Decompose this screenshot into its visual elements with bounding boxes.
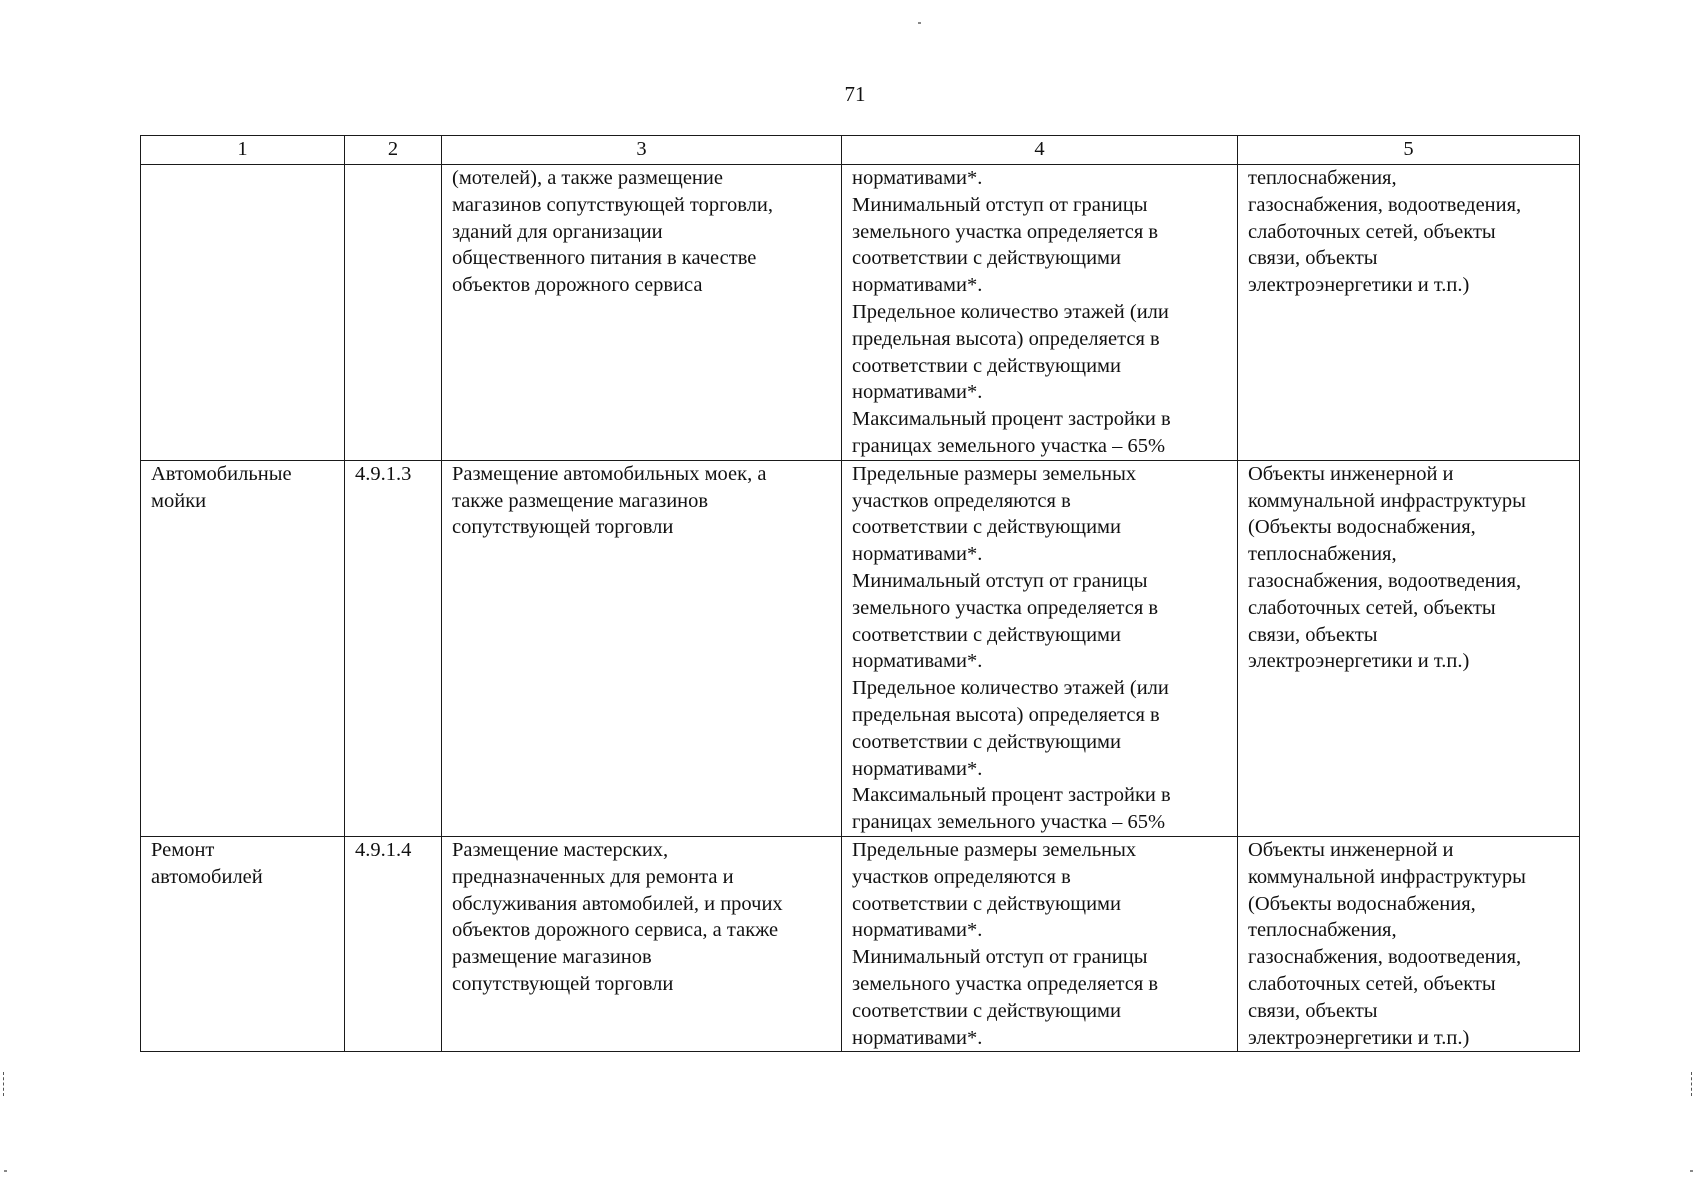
cell-text-line: газоснабжения, водоотведения, [1248, 569, 1522, 592]
cell-text-line: слаботочных сетей, объекты [1248, 220, 1496, 243]
table-body [141, 165, 1580, 1052]
cell-text-line: соответствии с действующими [852, 354, 1121, 377]
cell-text-line: электроэнергетики и т.п.) [1248, 274, 1470, 297]
cell-text-line: нормативами*. [852, 381, 983, 404]
cell-text-line: нормативами*. [852, 650, 983, 673]
cell-text-line: Предельное количество этажей (или [852, 677, 1169, 700]
cell-text-line: объектов дорожного сервиса [452, 274, 703, 297]
cell-text-line: общественного питания в качестве [452, 247, 757, 270]
cell-description [442, 165, 842, 461]
cell-text-line: сопутствующей торговли [452, 516, 674, 539]
page-number: 71 [844, 82, 866, 106]
cell-text-line: мойки [151, 489, 207, 512]
cell-text-line: Максимальный процент застройки в [852, 408, 1171, 431]
cell-objects [1238, 836, 1580, 1051]
cell-text-line: нормативами*. [852, 274, 983, 297]
cell-parameters [842, 165, 1238, 461]
cell-text-line: (мотелей), а также размещение [452, 167, 723, 189]
table-header-row [141, 136, 1580, 165]
cell-code [345, 460, 442, 836]
cell-text-line: газоснабжения, водоотведения, [1248, 946, 1522, 969]
cell-text-line: слаботочных сетей, объекты [1248, 596, 1496, 619]
cell-text-line: Предельные размеры земельных [852, 838, 1137, 861]
cell-text-line: 4.9.1.3 [355, 462, 412, 485]
scan-dot [4, 1170, 7, 1172]
cell-text-line: теплоснабжения, [1248, 167, 1397, 189]
header-col-1: 1 [141, 136, 345, 165]
cell-text-line: нормативами*. [852, 1026, 983, 1049]
cell-text-line: теплоснабжения, [1248, 543, 1397, 566]
cell-description [442, 836, 842, 1051]
cell-parameters [842, 460, 1238, 836]
cell-text-line: обслуживания автомобилей, и прочих [452, 892, 783, 915]
cell-text-line: связи, объекты [1248, 623, 1378, 646]
cell-text-line: нормативами*. [852, 757, 983, 780]
header-col-3: 3 [442, 136, 842, 165]
cell-text-line: коммунальной инфраструктуры [1248, 489, 1526, 512]
cell-text-line: Минимальный отступ от границы [852, 193, 1148, 216]
cell-text-line: участков определяются в [852, 489, 1071, 512]
table-row [141, 165, 1580, 461]
cell-text-line: Предельные размеры земельных [852, 462, 1137, 485]
header-col-5: 5 [1238, 136, 1580, 165]
cell-text-line: предназначенных для ремонта и [452, 865, 734, 888]
cell-text-line: земельного участка определяется в [852, 596, 1159, 619]
cell-text-line: нормативами*. [852, 167, 983, 189]
cell-text-line: соответствии с действующими [852, 892, 1121, 915]
cell-description [442, 460, 842, 836]
cell-text-line: соответствии с действующими [852, 516, 1121, 539]
cell-text-line: Максимальный процент застройки в [852, 784, 1171, 807]
cell-text-line: зданий для организации [452, 220, 663, 243]
cell-text-line: связи, объекты [1248, 999, 1378, 1022]
cell-text-line: автомобилей [151, 865, 263, 888]
cell-text-line: Объекты инженерной и [1248, 462, 1454, 485]
cell-text-line: электроэнергетики и т.п.) [1248, 1026, 1470, 1049]
cell-text-line: земельного участка определяется в [852, 972, 1159, 995]
cell-text-line: магазинов сопутствующей торговли, [452, 193, 773, 216]
cell-text-line: коммунальной инфраструктуры [1248, 865, 1526, 888]
cell-text-line: участков определяются в [852, 865, 1071, 888]
header-col-4: 4 [842, 136, 1238, 165]
cell-text-line: 4.9.1.4 [355, 838, 412, 861]
cell-text-line: электроэнергетики и т.п.) [1248, 650, 1470, 673]
cell-text-line: теплоснабжения, [1248, 919, 1397, 942]
cell-text-line: размещение магазинов [452, 946, 652, 969]
cell-text-line: слаботочных сетей, объекты [1248, 972, 1496, 995]
cell-text-line: (Объекты водоснабжения, [1248, 892, 1476, 915]
cell-text-line: связи, объекты [1248, 247, 1378, 270]
cell-text-line: Размещение мастерских, [452, 838, 669, 861]
cell-text-line: предельная высота) определяется в [852, 327, 1160, 350]
cell-text-line: предельная высота) определяется в [852, 703, 1160, 726]
zoning-table [140, 135, 1580, 1052]
table-row [141, 836, 1580, 1051]
scan-dot [1690, 1170, 1693, 1172]
cell-text-line: (Объекты водоснабжения, [1248, 516, 1476, 539]
cell-text-line: соответствии с действующими [852, 999, 1121, 1022]
cell-text-line: Объекты инженерной и [1248, 838, 1454, 861]
cell-text-line: Размещение автомобильных моек, а [452, 462, 767, 485]
cell-text-line: Минимальный отступ от границы [852, 946, 1148, 969]
cell-text-line: газоснабжения, водоотведения, [1248, 193, 1522, 216]
cell-text-line: также размещение магазинов [452, 489, 709, 512]
cell-text-line: соответствии с действующими [852, 730, 1121, 753]
cell-code [345, 165, 442, 461]
cell-name [141, 460, 345, 836]
cell-text-line: Автомобильные [151, 462, 292, 485]
scan-edge-mark-right [1691, 1072, 1694, 1096]
cell-text-line: сопутствующей торговли [452, 972, 674, 995]
cell-text-line: Предельное количество этажей (или [852, 300, 1169, 323]
cell-text-line: объектов дорожного сервиса, а также [452, 919, 779, 942]
cell-text-line: земельного участка определяется в [852, 220, 1159, 243]
cell-parameters [842, 836, 1238, 1051]
cell-text-line: границах земельного участка – 65% [852, 434, 1166, 457]
cell-text-line: нормативами*. [852, 919, 983, 942]
cell-objects [1238, 165, 1580, 461]
header-col-2: 2 [345, 136, 442, 165]
cell-name [141, 165, 345, 461]
cell-text-line: границах земельного участка – 65% [852, 811, 1166, 834]
cell-name [141, 836, 345, 1051]
cell-text-line: Минимальный отступ от границы [852, 569, 1148, 592]
cell-text-line: нормативами*. [852, 543, 983, 566]
cell-text-line: соответствии с действующими [852, 623, 1121, 646]
cell-text-line: соответствии с действующими [852, 247, 1121, 270]
scan-dot [918, 22, 921, 24]
cell-objects [1238, 460, 1580, 836]
cell-code [345, 836, 442, 1051]
cell-text-line: Ремонт [151, 838, 215, 861]
table-row [141, 460, 1580, 836]
scan-edge-mark-left [3, 1072, 6, 1096]
